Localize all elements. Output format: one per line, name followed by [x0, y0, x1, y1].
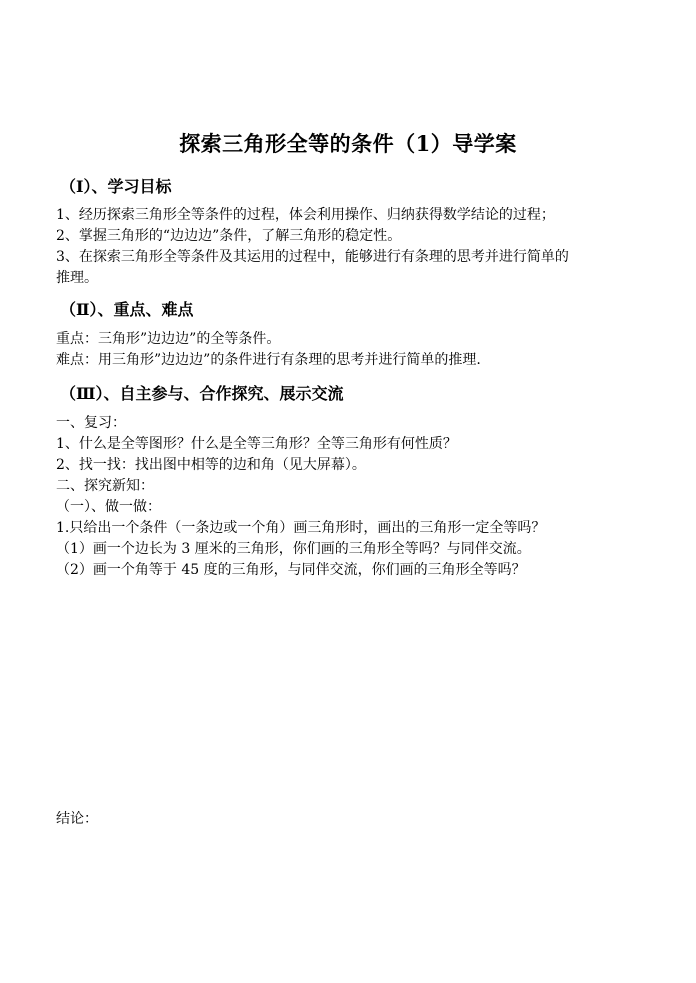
- review-question-2: 2、找一找：找出图中相等的边和角（见大屏幕）。: [56, 457, 366, 473]
- objective-item-2: 2、掌握三角形的“边边边”条件，了解三角形的稳定性。: [56, 228, 402, 244]
- explore-label: 二、探究新知：: [56, 478, 154, 494]
- activity-subquestion-2: （2）画一个角等于 45 度的三角形，与同伴交流，你们画的三角形全等吗？: [56, 562, 526, 578]
- section-heading-exploration: （Ⅲ）、自主参与、合作探究、展示交流: [60, 384, 344, 403]
- activity-label: （一）、做一做：: [56, 499, 161, 515]
- objective-item-3-cont: 推理。: [56, 270, 98, 286]
- objective-item-3: 3、在探索三角形全等条件及其运用的过程中，能够进行有条理的思考并进行简单的: [56, 249, 569, 265]
- review-label: 一、复习：: [56, 415, 126, 431]
- activity-subquestion-1: （1）画一个边长为 3 厘米的三角形，你们画的三角形全等吗？与同伴交流。: [56, 541, 531, 557]
- review-question-1: 1、什么是全等图形？什么是全等三角形？全等三角形有何性质？: [56, 436, 457, 452]
- conclusion-label: 结论：: [56, 811, 98, 827]
- key-point-text: 重点：三角形”边边边”的全等条件。: [56, 331, 281, 347]
- difficulty-text: 难点：用三角形”边边边”的条件进行有条理的思考并进行简单的推理.: [56, 352, 481, 368]
- section-heading-objectives: （Ⅰ）、学习目标: [60, 177, 172, 196]
- section-heading-key-points: （Ⅱ）、重点、难点: [60, 300, 194, 319]
- activity-question-1: 1.只给出一个条件（一条边或一个角）画三角形时，画出的三角形一定全等吗？: [56, 520, 546, 536]
- document-title: 探索三角形全等的条件（1）导学案: [179, 131, 517, 156]
- objective-item-1: 1、经历探索三角形全等条件的过程，体会利用操作、归纳获得数学结论的过程；: [56, 207, 555, 223]
